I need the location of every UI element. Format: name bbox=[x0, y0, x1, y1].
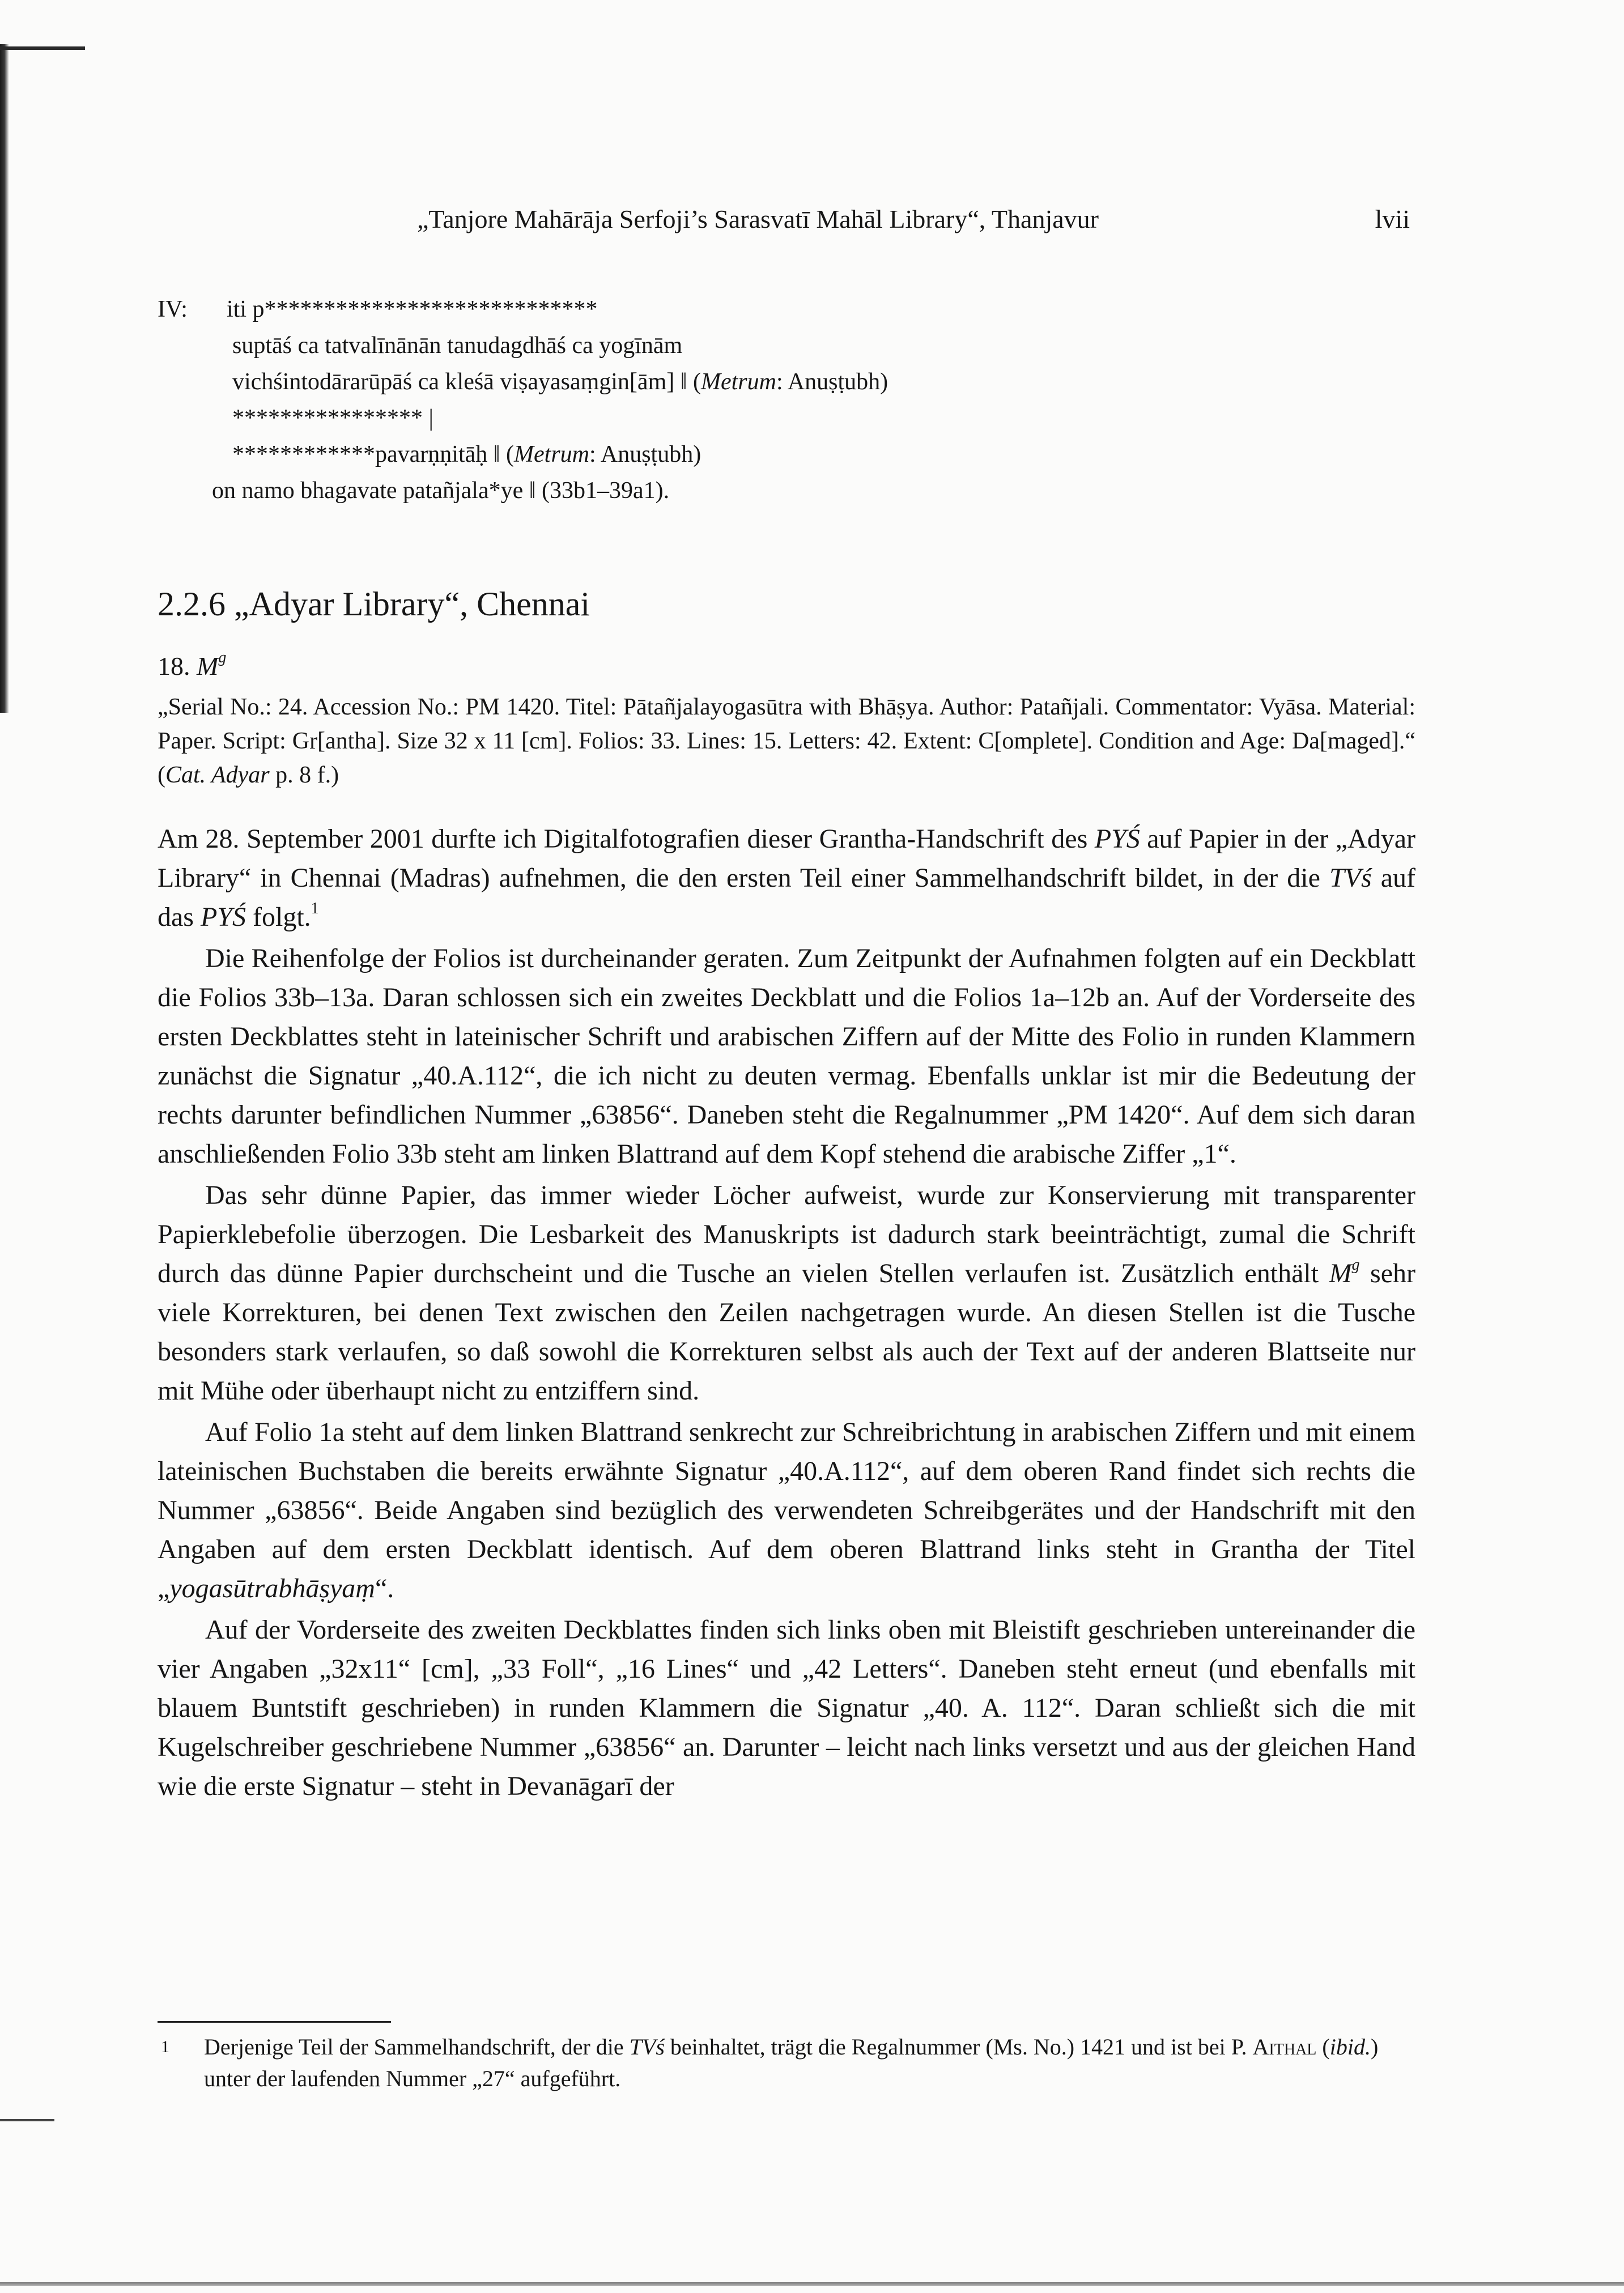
paragraph-1: Am 28. September 2001 durfte ich Digitalfotografien dieser Grantha-Handschrift des PYŚ auf Papier in der „Adyar Library“ in Chennai (Madras) aufnehmen, die den ersten Teil einer Sammelhandschrift bildet, in der die TVś auf das PYŚ folgt.$^1$ bbox=[158, 824, 1416, 932]
colophon-line-3: **************** | bbox=[232, 405, 433, 431]
colophon-quote bbox=[158, 291, 1415, 509]
paragraph-2: Die Reihenfolge der Folios ist durcheinander geraten. Zum Zeitpunkt der Aufnahmen folgten auf ein Deckblatt die Folios 33b–13a. Daran schlossen sich ein zweites Deckblatt und die Folios 1a–12b an. Auf der Vorderseite des ersten Deckblattes steht in lateinischer Schrift und arabischen Ziffern auf der Mitte des Folio in runden Klammern zunächst die Signatur „40.A.112“, die ich nicht zu deuten vermag. Ebenfalls unklar ist mir die Bedeutung der rechts darunter befindlichen Nummer „63856“. Daneben steht die Regalnummer „PM 1420“. Auf dem sich daran anschließenden Folio 33b steht am linken Blattrand auf dem Kopf stehend die arabische Ziffer „1“. bbox=[158, 943, 1415, 1169]
paragraph-3: Das sehr dünne Papier, das immer wieder Löcher aufweist, wurde zur Konservierung mit transparenter Papierklebefolie überzogen. Die Lesbarkeit des Manuskripts ist dadurch stark beeinträchtigt, zumal die Schrift durch das dünne Papier durchscheint und die Tusche an vielen Stellen verlaufen ist. Zusätzlich enthält $M^g$ sehr viele Korrekturen, bei denen Text zwischen den Zeilen nachgetragen wurde. An diesen Stellen ist die Tusche besonders stark verlaufen, so daß sowohl die Korrekturen selbst als auch der Text auf der anderen Blattseite nur mit Mühe oder überhaupt nicht zu entziffern sind. bbox=[158, 1180, 1416, 1406]
catalogue-citation: „Serial No.: 24. Accession No.: PM 1420. Titel: Pātañjalayogasūtra with Bhāṣya. Author: Patañjali. Commentator: Vyāsa. Material: Paper. Script: Gr[antha]. Size 32 x 11 [cm]. Folios: 33. Lines: 15. Letters: 42. Extent: C[omplete]. Condition and Age: Da[maged].“ (Cat. Adyar p. 8 f.) bbox=[158, 694, 1415, 788]
footnote-text: Derjenige Teil der Sammelhandschrift, der die TVś beinhaltet, trägt die Regalnummer (Ms. No.) 1421 und ist bei P. Aithal (ibid.) unter der laufenden Nummer „27“ aufgeführt. bbox=[204, 2034, 1379, 2091]
colophon-label: IV: bbox=[158, 296, 188, 322]
colophon-line-4: ************pavarṇṇitāḥ ‖ (Metrum: Anuṣṭubh) bbox=[232, 441, 702, 467]
manuscript-entry bbox=[158, 649, 1415, 683]
footnote-mark: 1 bbox=[161, 2037, 169, 2056]
colophon-line-0: IV: iti p**************************** bbox=[158, 291, 1415, 327]
entry-number: 18. bbox=[158, 652, 190, 680]
footnote-ref: 1 bbox=[311, 900, 319, 917]
citation-source: Cat. Adyar bbox=[165, 762, 270, 788]
running-head bbox=[158, 204, 1415, 244]
body-text bbox=[158, 819, 1415, 1806]
scan-edge-bottom-left bbox=[0, 2119, 54, 2121]
section-heading: 2.2.6 „Adyar Library“, Chennai bbox=[158, 585, 590, 623]
page-number: lvii bbox=[1375, 205, 1410, 233]
footnote bbox=[158, 2031, 1415, 2095]
colophon-line-2: vichśintodārarūpāś ca kleśā viṣayasaṃgin[ām] ‖ (Metrum: Anuṣṭubh) bbox=[232, 369, 888, 395]
scan-edge-left bbox=[0, 44, 9, 713]
scan-edge-tick bbox=[0, 46, 85, 50]
running-title: „Tanjore Mahārāja Serfoji’s Sarasvatī Mahāl Library“, Thanjavur bbox=[417, 205, 1099, 233]
footnote-rule bbox=[158, 2021, 391, 2023]
colophon-line-5: on namo bhagavate patañjala*ye ‖ (33b1–39a1). bbox=[212, 478, 670, 504]
paragraph-5: Auf der Vorderseite des zweiten Deckblattes finden sich links oben mit Bleistift geschrieben untereinander die vier Angaben „32x11“ [cm], „33 Foll“, „16 Lines“ und „42 Letters“. Daneben steht erneut (und ebenfalls mit blauem Buntstift geschrieben) in runden Klammern die Signatur „40. A. 112“. Daran schließt sich die mit Kugelschreiber geschriebene Nummer „63856“ an. Darunter – leicht nach links versetzt und aus der gleichen Hand wie die erste Signatur – steht in Devanāgarī der bbox=[158, 1615, 1415, 1801]
paragraph-4: Auf Folio 1a steht auf dem linken Blattrand senkrecht zur Schreibrichtung in arabischen Ziffern und mit einem lateinischen Buchstaben die bereits erwähnte Signatur „40.A.112“, auf dem oberen Rand findet sich rechts die Nummer „63856“. Beide Angaben sind bezüglich des verwendeten Schreibgerätes und der Handschrift mit den Angaben auf dem ersten Deckblatt identisch. Auf dem oberen Blattrand links steht in Grantha der Titel „yogasūtrabhāṣyaṃ“. bbox=[158, 1417, 1415, 1603]
colophon-line-1: suptāś ca tatvalīnānān tanudagdhāś ca yogīnām bbox=[232, 333, 683, 359]
entry-siglum: $M^g$ bbox=[197, 649, 227, 680]
page bbox=[158, 204, 1415, 1806]
scan-edge-bottom bbox=[0, 2282, 1624, 2286]
